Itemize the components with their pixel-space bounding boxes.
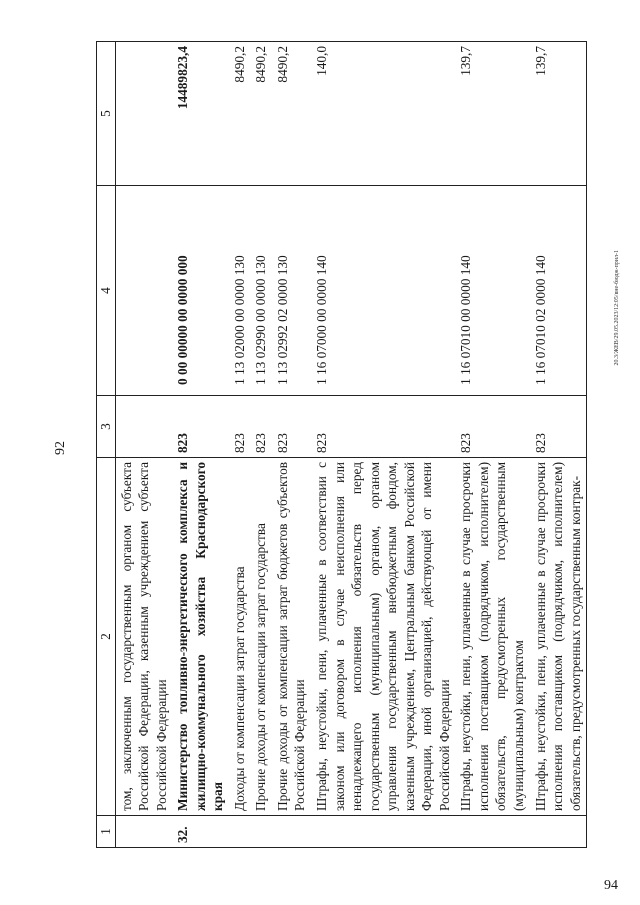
row-admin-code: 823 <box>272 396 311 458</box>
row-amount: 140,0 <box>311 42 455 186</box>
table-row <box>455 42 529 848</box>
table-row <box>272 42 311 848</box>
header-col-5: 5 <box>97 42 116 186</box>
row-budget-code: 1 16 07010 00 0000 140 <box>455 186 529 396</box>
table-row <box>172 42 229 848</box>
row-amount: 139,7 <box>455 42 529 186</box>
table-row <box>229 42 251 848</box>
row-admin-code: 823 <box>311 396 455 458</box>
row-admin-code: 823 <box>530 396 587 458</box>
row-admin-code: 823 <box>229 396 251 458</box>
landscape-page <box>96 42 590 848</box>
header-col-2: 2 <box>97 458 116 816</box>
row-number <box>311 816 455 848</box>
revenue-table <box>96 41 587 848</box>
row-name: Штрафы, неустойки, пени, уплаченные в случае просрочки исполнения поставщиком (подрядчиком, исполнителем) обязательств, предусмотренных государственным контрак- <box>530 458 587 816</box>
row-number <box>250 816 272 848</box>
row-admin-code: 823 <box>250 396 272 458</box>
table-row <box>115 42 172 848</box>
row-name: том, заключенным государственным органом субъекта Российской Федерации, казенным учреждением субъекта Российской Федерации <box>115 458 172 816</box>
row-budget-code: 1 13 02000 00 0000 130 <box>229 186 251 396</box>
row-budget-code: 1 13 02992 02 0000 130 <box>272 186 311 396</box>
row-amount: 14489823,4 <box>172 42 229 186</box>
row-budget-code: 1 16 07000 00 0000 140 <box>311 186 455 396</box>
row-number <box>229 816 251 848</box>
row-budget-code: 1 16 07010 02 0000 140 <box>530 186 587 396</box>
row-amount: 8490,2 <box>250 42 272 186</box>
table-row <box>530 42 587 848</box>
header-col-3: 3 <box>97 396 116 458</box>
row-budget-code: 1 13 02990 00 0000 130 <box>250 186 272 396</box>
page-number-top: 92 <box>53 441 68 455</box>
row-admin-code <box>115 396 172 458</box>
rotated-table-container <box>96 42 590 848</box>
row-admin-code: 823 <box>455 396 529 458</box>
row-budget-code: 0 00 00000 00 0000 000 <box>172 186 229 396</box>
row-number <box>455 816 529 848</box>
table-header-row <box>97 42 116 848</box>
header-col-4: 4 <box>97 186 116 396</box>
row-number <box>115 816 172 848</box>
row-number <box>272 816 311 848</box>
row-admin-code: 823 <box>172 396 229 458</box>
header-col-1: 1 <box>97 816 116 848</box>
row-name: Министерство топливно-энергетического комплекса и жилищно-коммунального хозяйства Краснодарского края <box>172 458 229 816</box>
page-number-bottom: 94 <box>604 878 618 893</box>
row-amount: 139,7 <box>530 42 587 186</box>
row-amount: 8490,2 <box>229 42 251 186</box>
table-body <box>115 42 587 848</box>
row-name: Штрафы, неустойки, пени, уплаченные в случае просрочки исполнения поставщиком (подрядчиком, исполнителем) обязательств, предусмотренных государственным (муниципальным) контрактом <box>455 458 529 816</box>
table-row <box>250 42 272 848</box>
row-name: Прочие доходы от компенсации затрат бюджетов субъектов Российской Федерации <box>272 458 311 816</box>
row-amount: 8490,2 <box>272 42 311 186</box>
row-budget-code <box>115 186 172 396</box>
row-amount <box>115 42 172 186</box>
row-name: Доходы от компенсации затрат государства <box>229 458 251 816</box>
row-name: Прочие доходы от компенсации затрат государства <box>250 458 272 816</box>
row-number: 32. <box>172 816 229 848</box>
document-stamp: 20.3/ЖЕВ/29.05.2023/12:05/вне-бюдж-прил-1 <box>614 250 620 366</box>
table-row <box>311 42 455 848</box>
row-name: Штрафы, неустойки, пени, уплаченные в соответствии с законом или договором в случае неисполнения или ненадлежащего исполнения обязательств перед государственным (муниципальным) органом, органом управления государственным внебюджетным фондом, казенным учреждением, Центральным банком Российской Федерации, иной организацией, действующей от имени Российской Федерации <box>311 458 455 816</box>
row-number <box>530 816 587 848</box>
